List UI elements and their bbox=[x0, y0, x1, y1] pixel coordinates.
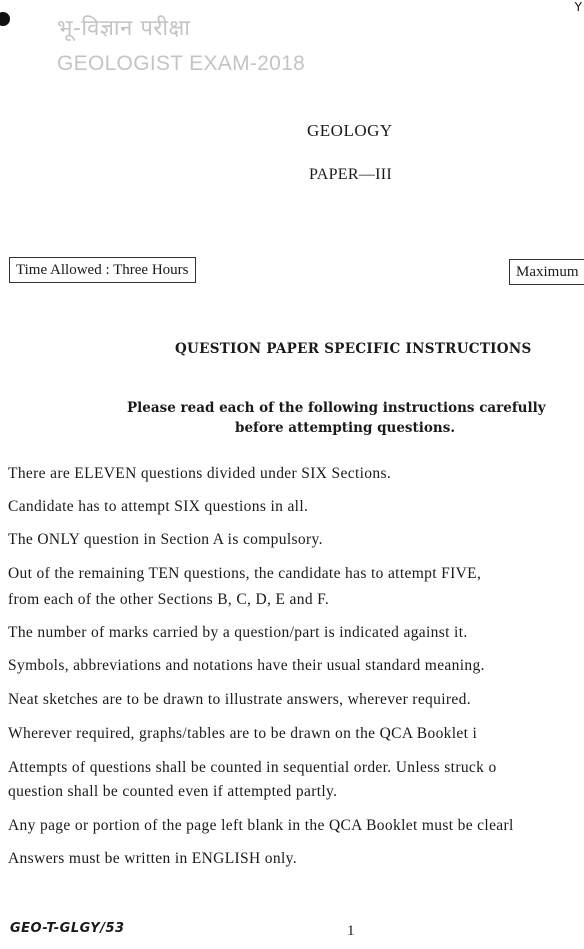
instruction-line: The number of marks carried by a question/part is indicated against it. bbox=[8, 624, 468, 641]
instruction-line: Any page or portion of the page left blank in the QCA Booklet must be clearl bbox=[8, 817, 514, 834]
time-allowed-box: Time Allowed : Three Hours bbox=[9, 257, 196, 283]
instruction-line: There are ELEVEN questions divided under SIX Sections. bbox=[8, 465, 392, 482]
paper-number: PAPER—III bbox=[309, 166, 393, 183]
maximum-marks-box: Maximum bbox=[509, 259, 584, 285]
instruction-line: Answers must be written in ENGLISH only. bbox=[8, 850, 297, 867]
exam-stamp-hindi: भू-विज्ञान परीक्षा bbox=[57, 16, 191, 41]
instruction-line: Symbols, abbreviations and notations have their usual standard meaning. bbox=[8, 657, 485, 674]
please-read-line-1: Please read each of the following instructions carefully bbox=[127, 400, 546, 416]
instruction-line: question shall be counted even if attempted partly. bbox=[8, 783, 338, 800]
instruction-line: Attempts of questions shall be counted in sequential order. Unless struck o bbox=[8, 759, 497, 776]
instruction-line: Wherever required, graphs/tables are to be drawn on the QCA Booklet i bbox=[8, 725, 478, 742]
punch-hole-dot bbox=[0, 12, 10, 26]
instruction-line: Candidate has to attempt SIX questions in all. bbox=[8, 498, 309, 515]
corner-mark: Y bbox=[574, 0, 582, 14]
instruction-line: Out of the remaining TEN questions, the candidate has to attempt FIVE, bbox=[8, 565, 482, 582]
please-read-line-2: before attempting questions. bbox=[235, 420, 456, 436]
instruction-line: The ONLY question in Section A is compulsory. bbox=[8, 531, 323, 548]
instruction-line: Neat sketches are to be drawn to illustrate answers, wherever required. bbox=[8, 691, 471, 708]
paper-code: GEO-T-GLGY/53 bbox=[10, 921, 125, 936]
exam-stamp-english: GEOLOGIST EXAM-2018 bbox=[57, 52, 306, 75]
instruction-line: from each of the other Sections B, C, D, E and F. bbox=[8, 591, 330, 608]
page-number: 1 bbox=[347, 923, 355, 939]
paper-title: GEOLOGY bbox=[307, 121, 393, 140]
instructions-heading: QUESTION PAPER SPECIFIC INSTRUCTIONS bbox=[175, 341, 532, 357]
